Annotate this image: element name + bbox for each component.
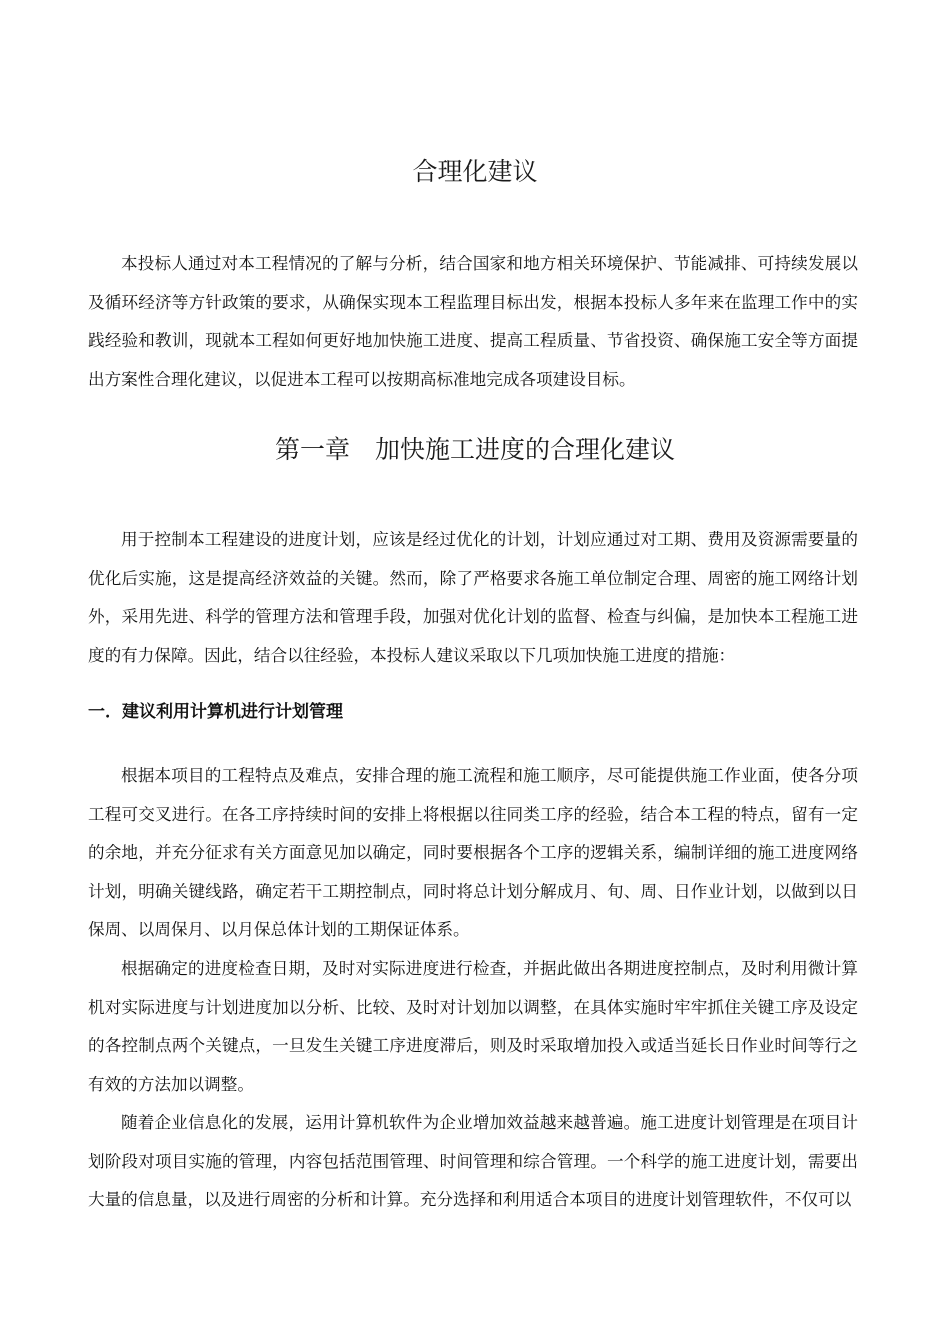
section-heading: 一．建议利用计算机进行计划管理 bbox=[88, 702, 343, 722]
chapter-intro-paragraph: 用于控制本工程建设的进度计划，应该是经过优化的计划，计划应通过对工期、费用及资源需要量的优化后实施，这是提高经济效益的关键。然而，除了严格要求各施工单位制定合理、周密的施工网络计划外，采用先进、科学的管理方法和管理手段，加强对优化计划的监督、检查与纠偏，是加快本工程施工进度的有力保障。因此，结合以往经验，本投标人建议采取以下几项加快施工进度的措施： bbox=[88, 530, 858, 665]
body-paragraph: 根据确定的进度检查日期，及时对实际进度进行检查，并据此做出各期进度控制点，及时利用微计算机对实际进度与计划进度加以分析、比较、及时对计划加以调整，在具体实施时牢牢抓住关键工序及设定的各控制点两个关键点，一旦发生关键工序进度滞后，则及时采取增加投入或适当延长日作业时间等行之有效的方法加以调整。 bbox=[88, 959, 858, 1094]
chapter-title: 第一章 加快施工进度的合理化建议 bbox=[274, 435, 675, 464]
intro-paragraph: 本投标人通过对本工程情况的了解与分析，结合国家和地方相关环境保护、节能减排、可持续发展以及循环经济等方针政策的要求，从确保实现本工程监理目标出发，根据本投标人多年来在监理工作中的实践经验和教训，现就本工程如何更好地加快施工进度、提高工程质量、节省投资、确保施工安全等方面提出方案性合理化建议，以促进本工程可以按期高标准地完成各项建设目标。 bbox=[88, 254, 858, 389]
body-paragraph: 随着企业信息化的发展，运用计算机软件为企业增加效益越来越普遍。施工进度计划管理是在项目计划阶段对项目实施的管理，内容包括范围管理、时间管理和综合管理。一个科学的施工进度计划，需要出大量的信息量，以及进行周密的分析和计算。充分选择和利用适合本项目的进度计划管理软件，不仅可以 bbox=[88, 1113, 858, 1210]
document-title: 合理化建议 bbox=[412, 157, 538, 186]
body-paragraph: 根据本项目的工程特点及难点，安排合理的施工流程和施工顺序，尽可能提供施工作业面，使各分项工程可交叉进行。在各工序持续时间的安排上将根据以往同类工序的经验，结合本工程的特点，留有一定的余地，并充分征求有关方面意见加以确定，同时要根据各个工序的逻辑关系，编制详细的施工进度网络计划，明确关键线路，确定若干工期控制点，同时将总计划分解成月、旬、周、日作业计划，以做到以日保周、以周保月、以月保总体计划的工期保证体系。 bbox=[88, 766, 858, 940]
